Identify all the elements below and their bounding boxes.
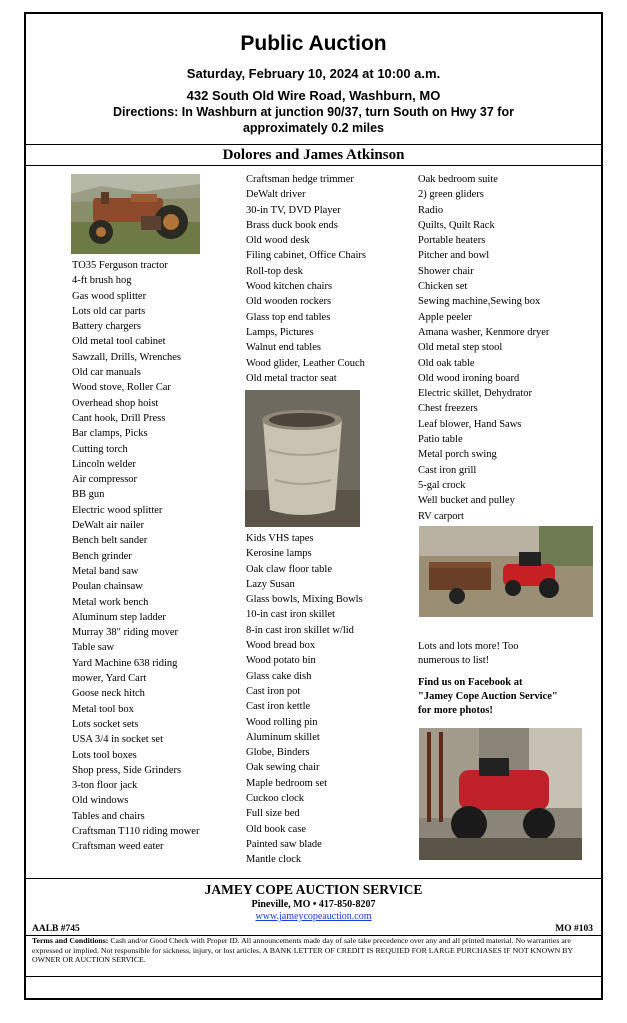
list-item: Electric skillet, Dehydrator: [418, 388, 532, 400]
list-item: Aluminum step ladder: [72, 611, 166, 623]
page-title: Public Auction: [240, 32, 387, 55]
mower-trailer-photo: [419, 526, 593, 617]
list-item: Chicken set: [418, 281, 468, 293]
list-item: Lots socket sets: [72, 718, 139, 730]
list-item: Quilts, Quilt Rack: [418, 219, 495, 231]
terms-label: Terms and Conditions:: [32, 936, 109, 945]
list-item: Oak sewing chair: [246, 762, 320, 774]
auction-address: 432 South Old Wire Road, Washburn, MO: [186, 88, 441, 103]
more-items-note: Lots and lots more! Too numerous to list!: [418, 641, 519, 666]
list-item: Craftsman T110 riding mower: [72, 825, 200, 837]
list-item: Poulan chainsaw: [72, 581, 143, 593]
list-item: Lots old car parts: [72, 305, 146, 317]
list-item: Mantle clock: [246, 854, 302, 866]
list-item: Shower chair: [418, 265, 474, 277]
facebook-note: Find us on Facebook at "Jamey Cope Auction Service" for more photos!: [418, 677, 558, 716]
list-item: Craftsman weed eater: [72, 841, 164, 853]
owner-names: Dolores and James Atkinson: [222, 147, 405, 163]
items-column-2a: [246, 172, 411, 386]
list-item: Walnut end tables: [246, 342, 321, 354]
list-item: Wood bread box: [246, 640, 316, 652]
list-item: Bench grinder: [72, 550, 132, 562]
terms-text: Cash and/or Good Check with Proper ID. All announcements made day of sale take precedence over any and all printed material. No warranties are expressed or implied. Not responsible for sickness, injury, or lost articles. A BANK LETTER OF CREDIT IS REQUIED FOR LARGE PURCHASES IF NOT KNOWN BY OWNER OR AUCTION SERVICE.: [32, 936, 573, 965]
list-item: Radio: [418, 204, 444, 216]
list-item: Wood glider, Leather Couch: [246, 357, 365, 369]
list-item: Cant hook, Drill Press: [72, 412, 166, 424]
list-item: Old wood ironing board: [418, 372, 520, 384]
list-item: Old car manuals: [72, 367, 141, 379]
list-item: Glass bowls, Mixing Bowls: [246, 594, 363, 606]
list-item: 5-gal crock: [418, 479, 466, 491]
list-item: USA 3/4 in socket set: [72, 734, 163, 746]
owner-divider: [26, 165, 601, 166]
header-divider: [26, 144, 601, 145]
list-item: Old windows: [72, 795, 129, 807]
list-item: Old oak table: [418, 357, 475, 369]
list-item: Pitcher and bowl: [418, 250, 490, 262]
list-item: Kids VHS tapes: [246, 533, 314, 544]
footer-divider: [26, 878, 601, 879]
list-item: 2) green gliders: [418, 189, 484, 201]
list-item: Wood stove, Roller Car: [72, 382, 171, 394]
list-item: Aluminum skillet: [246, 731, 320, 743]
list-item: Full size bed: [246, 808, 300, 820]
list-item: Cutting torch: [72, 443, 128, 455]
list-item: RV carport: [418, 510, 464, 522]
riding-mower-photo: [419, 728, 582, 860]
list-item: Painted saw blade: [246, 838, 322, 850]
list-item: Amana washer, Kenmore dryer: [418, 326, 550, 338]
list-item: Kerosine lamps: [246, 548, 312, 560]
list-item: Metal work bench: [72, 596, 149, 608]
list-item: Bar clamps, Picks: [72, 428, 148, 440]
list-item: Well bucket and pulley: [418, 495, 515, 507]
auction-directions: Directions: In Washburn at junction 90/37, turn South on Hwy 37 for approximately 0.2 miles: [113, 105, 514, 135]
list-item: 30-in TV, DVD Player: [246, 204, 341, 216]
list-item: DeWalt driver: [246, 189, 306, 201]
flyer-header: [26, 14, 601, 144]
list-item: Shop press, Side Grinders: [72, 764, 182, 776]
aalb-license: AALB #745: [32, 924, 80, 934]
list-item: Metal band saw: [72, 565, 139, 577]
items-column-1: [72, 258, 222, 855]
terms-and-conditions: [32, 936, 595, 965]
list-item: Chest freezers: [418, 403, 478, 415]
list-item: Tables and chairs: [72, 810, 145, 822]
list-item: Sewing machine,Sewing box: [418, 296, 541, 308]
company-name: JAMEY COPE AUCTION SERVICE: [204, 882, 423, 897]
list-item: Cast iron kettle: [246, 701, 311, 713]
mo-license: MO #103: [555, 924, 593, 934]
list-item: Yard Machine 638 riding mower, Yard Cart: [72, 657, 178, 685]
list-item: Maple bedroom set: [246, 777, 328, 789]
auction-date: Saturday, February 10, 2024 at 10:00 a.m.: [186, 66, 441, 81]
list-item: Leaf blower, Hand Saws: [418, 418, 522, 430]
list-item: Goose neck hitch: [72, 688, 145, 700]
list-item: 10-in cast iron skillet: [246, 609, 335, 621]
list-item: Old book case: [246, 823, 307, 835]
list-item: Craftsman hedge trimmer: [246, 174, 354, 185]
list-item: Wood rolling pin: [246, 716, 318, 728]
items-column-3: [418, 172, 596, 524]
list-item: Cast iron pot: [246, 685, 301, 697]
list-item: Portable heaters: [418, 235, 486, 247]
list-item: Glass top end tables: [246, 311, 331, 323]
list-item: Murray 38" riding mover: [72, 627, 179, 639]
list-item: 3-ton floor jack: [72, 780, 138, 792]
list-item: Old wood desk: [246, 235, 310, 247]
list-item: Roll-top desk: [246, 265, 303, 277]
list-item: Glass cake dish: [246, 670, 312, 682]
list-item: Gas wood splitter: [72, 290, 147, 302]
list-item: 4-ft brush hog: [72, 275, 132, 287]
list-item: Wood potato bin: [246, 655, 316, 667]
list-item: Cast iron grill: [418, 464, 477, 476]
company-website-link[interactable]: www.jameycopeauction.com: [255, 911, 372, 922]
company-contact: Pineville, MO • 417-850-8207: [251, 899, 376, 910]
list-item: Air compressor: [72, 474, 138, 486]
tractor-photo: [71, 174, 200, 254]
bottom-divider: [26, 976, 601, 977]
list-item: Metal tool box: [72, 703, 134, 715]
list-item: Overhead shop hoist: [72, 397, 159, 409]
list-item: Cuckoo clock: [246, 793, 305, 805]
list-item: Globe, Binders: [246, 747, 310, 759]
list-item: Old metal tractor seat: [246, 372, 337, 384]
list-item: Patio table: [418, 434, 463, 446]
list-item: Brass duck book ends: [246, 219, 338, 231]
list-item: Sawzall, Drills, Wrenches: [72, 351, 182, 363]
list-item: Old metal tool cabinet: [72, 336, 166, 348]
list-item: Oak bedroom suite: [418, 174, 498, 185]
list-item: TO35 Ferguson tractor: [72, 260, 168, 271]
items-column-2b: [246, 531, 411, 868]
crock-photo: [245, 390, 360, 527]
list-item: Wood kitchen chairs: [246, 281, 333, 293]
list-item: Oak claw floor table: [246, 563, 333, 575]
auction-flyer: [24, 12, 603, 1000]
list-item: Apple peeler: [418, 311, 472, 323]
list-item: Old wooden rockers: [246, 296, 332, 308]
list-item: Lamps, Pictures: [246, 326, 314, 338]
list-item: Electric wood splitter: [72, 504, 163, 516]
list-item: Metal porch swing: [418, 449, 497, 461]
list-item: Filing cabinet, Office Chairs: [246, 250, 366, 262]
list-item: BB gun: [72, 489, 105, 501]
list-item: DeWalt air nailer: [72, 520, 145, 532]
list-item: Table saw: [72, 642, 115, 654]
list-item: Lazy Susan: [246, 578, 295, 590]
list-item: Lincoln welder: [72, 458, 136, 470]
list-item: Lots tool boxes: [72, 749, 137, 761]
list-item: Bench belt sander: [72, 535, 148, 547]
list-item: Battery chargers: [72, 321, 141, 333]
list-item: 8-in cast iron skillet w/lid: [246, 624, 354, 636]
list-item: Old metal step stool: [418, 342, 503, 354]
